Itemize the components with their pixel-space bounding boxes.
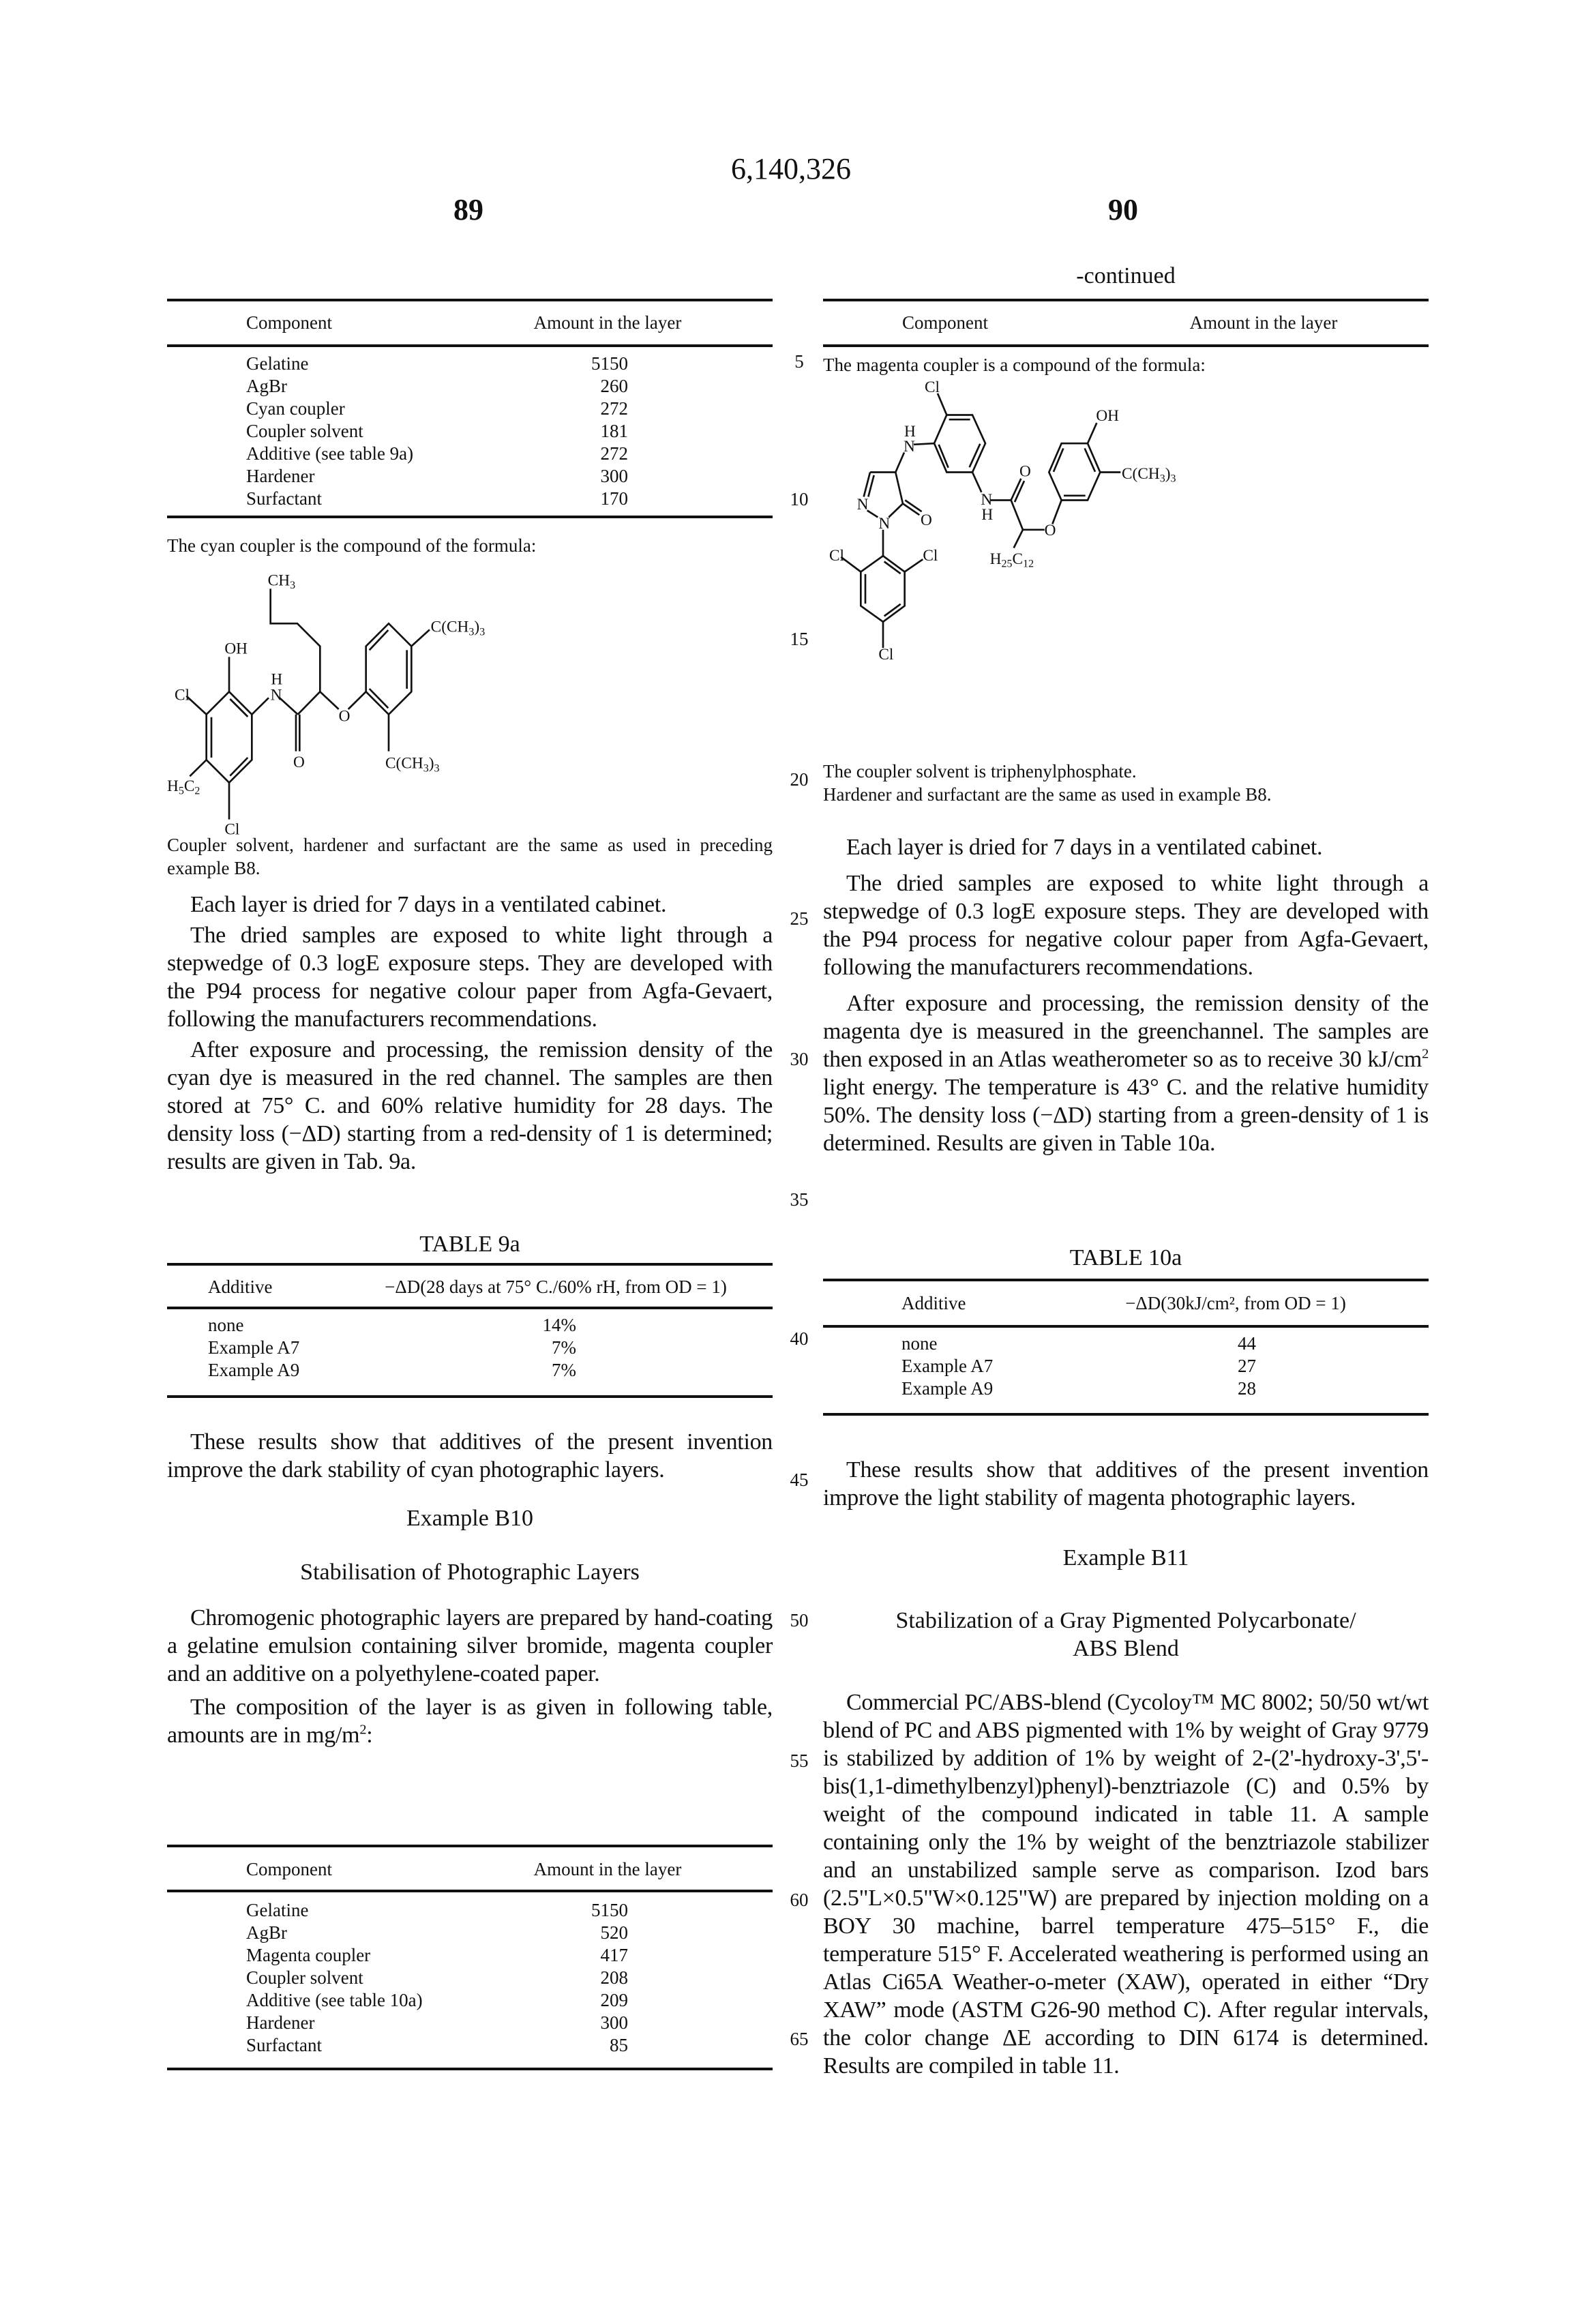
table-rule — [167, 516, 773, 518]
n-label: N — [981, 491, 992, 509]
table-cell-value: 300 — [601, 466, 629, 487]
table-rule — [167, 2068, 773, 2070]
column-header: Amount in the layer — [1190, 312, 1338, 333]
table-rule — [167, 1845, 773, 1847]
table-cell-value: 44 — [1238, 1333, 1256, 1354]
line-number: 60 — [784, 1890, 814, 1911]
line-number: 10 — [784, 489, 814, 510]
coupler-solvent-note: The coupler solvent is triphenylphosphate. — [823, 760, 1429, 783]
line-number: 40 — [784, 1328, 814, 1350]
table-cell-label: Cyan coupler — [246, 398, 345, 419]
ch3-label: CH3 — [268, 571, 295, 591]
table-cell-label: Coupler solvent — [246, 1967, 363, 1988]
column-header: Component — [246, 312, 332, 333]
table-cell-value: 27 — [1238, 1356, 1256, 1377]
continued-label: -continued — [823, 263, 1429, 289]
cyan-coupler-intro: The cyan coupler is the compound of the formula: — [167, 534, 773, 557]
table-cell-value: 272 — [601, 398, 629, 419]
hardener-note: Hardener and surfactant are the same as used in example B8. — [823, 783, 1429, 806]
o-label: O — [1045, 522, 1056, 539]
column-header: Additive — [208, 1277, 273, 1298]
table-cell-value: 14% — [543, 1315, 577, 1336]
line-number: 30 — [784, 1049, 814, 1070]
table-cell-label: Gelatine — [246, 1900, 308, 1921]
table-10a-title: TABLE 10a — [823, 1245, 1429, 1271]
cyan-coupler-structure — [157, 532, 511, 873]
table-rule — [823, 344, 1429, 347]
n-label: N — [878, 515, 890, 533]
magenta-coupler-intro: The magenta coupler is a compound of the formula: — [823, 353, 1429, 376]
column-header: −ΔD(30kJ/cm², from OD = 1) — [1125, 1293, 1346, 1314]
table-rule — [823, 299, 1429, 301]
paragraph: Commercial PC/ABS-blend (Cycoloy™ MC 8002; 50/50 wt/wt blend of PC and ABS pigmented with 1% by weight of Gray 9779 is stabilized by addition of 1% by weight of 2-(2'-hydroxy-3',5'-bis(1,1-dimethylbenzyl)phenyl)-benztriazole (C) and 0.5% by weight of the compound indicated in table 11. A sample containing only the 1% by weight of the benztriazole stabilizer and an unstabilized sample serve as comparison. Izod bars (2.5"L×0.5"W×0.125"W) are prepared by injection molding on a BOY 30 machine, barrel temperature 475–515° F., die temperature 515° F. Accelerated weathering is performed using an Atlas Ci65A Weather-o-meter (XAW), operated in either “Dry XAW” mode (ASTM G26-90 method C). After regular intervals, the color change ΔE according to DIN 6174 is determined. Results are compiled in table 11. — [823, 1688, 1429, 2080]
o-label: O — [1019, 463, 1031, 481]
table-cell-label: Additive (see table 10a) — [246, 1990, 423, 2011]
column-header: Component — [902, 312, 988, 333]
h5c2-label: H5C2 — [167, 777, 200, 797]
o-label: O — [921, 511, 932, 529]
table-cell-value: 85 — [610, 2035, 628, 2056]
paragraph-text: light energy. The temperature is 43° C. and the relative humidity 50%. The density loss (−ΔD) starting from a green-density of 1 is determined. Results are given in Table 10a. — [823, 1075, 1429, 1156]
paragraph: These results show that additives of the present invention improve the dark stability of cyan photographic layers. — [167, 1428, 773, 1484]
cl-label: Cl — [175, 687, 190, 704]
paragraph: The dried samples are exposed to white light through a stepwedge of 0.3 logE exposure steps. They are developed with the P94 process for negative colour paper from Agfa-Gevaert, following the manufacturers recommendations. — [823, 869, 1429, 981]
patent-number: 6,140,326 — [0, 151, 1582, 186]
paragraph: These results show that additives of the present invention improve the light stability of magenta photographic layers. — [823, 1456, 1429, 1512]
tbu-label: C(CH3)3 — [385, 755, 440, 775]
n-label: N — [271, 687, 282, 704]
page-number-left: 89 — [453, 192, 483, 227]
paragraph: After exposure and processing, the remission density of the cyan dye is measured in the red channel. The samples are then stored at 75° C. and 60% relative humidity for 28 days. The density loss (−ΔD) starting from a red-density of 1 is determined; results are given in Tab. 9a. — [167, 1036, 773, 1176]
table-rule — [167, 1263, 773, 1266]
table-cell-label: none — [208, 1315, 243, 1336]
table-cell-value: 7% — [552, 1360, 576, 1381]
column-header: −ΔD(28 days at 75° C./60% rH, from OD = 1) — [385, 1277, 727, 1298]
paragraph-text: The composition of the layer is as given in following table, amounts are in mg/m — [167, 1695, 773, 1748]
cl-label: Cl — [224, 820, 240, 838]
example-b10-heading: Example B10 — [167, 1506, 773, 1532]
line-number: 55 — [784, 1751, 814, 1772]
paragraph-text: : — [366, 1723, 372, 1748]
h-label: H — [904, 423, 916, 441]
table-cell-label: Additive (see table 9a) — [246, 443, 413, 464]
paragraph: Each layer is dried for 7 days in a ventilated cabinet. — [823, 833, 1429, 861]
line-number: 20 — [784, 769, 814, 790]
column-header: Amount in the layer — [534, 1859, 682, 1880]
table-cell-label: Example A7 — [208, 1337, 299, 1358]
h-label: H — [271, 670, 282, 688]
table-rule — [167, 1307, 773, 1309]
h25c12-label: H25C12 — [990, 550, 1034, 570]
cl-label: Cl — [923, 547, 938, 565]
line-number: 15 — [784, 629, 814, 650]
oh-label: OH — [224, 640, 248, 657]
table-cell-value: 260 — [601, 376, 629, 397]
paragraph-text: After exposure and processing, the remission density of the magenta dye is measured in the greenchannel. The samples are then exposed in an Atlas weatherometer so as to receive 30 kJ/cm — [823, 991, 1429, 1072]
table-rule — [167, 299, 773, 301]
table-cell-label: Example A9 — [208, 1360, 299, 1381]
table-cell-label: Magenta coupler — [246, 1945, 370, 1966]
paragraph: Each layer is dried for 7 days in a ventilated cabinet. — [167, 891, 773, 919]
superscript: 2 — [1422, 1047, 1429, 1062]
o-label: O — [339, 707, 350, 725]
table-rule — [823, 1325, 1429, 1328]
table-rule — [167, 1395, 773, 1398]
n-label: N — [857, 496, 869, 513]
table-cell-value: 7% — [552, 1337, 576, 1358]
table-cell-label: AgBr — [246, 1922, 287, 1943]
table-cell-label: AgBr — [246, 376, 287, 397]
page-number-right: 90 — [1108, 192, 1138, 227]
cyan-coupler-note: Coupler solvent, hardener and surfactant are the same as used in preceding example B8. — [167, 833, 773, 880]
table-cell-label: Surfactant — [246, 2035, 322, 2056]
superscript: 2 — [359, 1723, 366, 1738]
table-cell-value: 209 — [601, 1990, 629, 2011]
line-number: 45 — [784, 1470, 814, 1491]
paragraph — [823, 989, 1429, 1157]
table-rule — [823, 1279, 1429, 1281]
line-number: 65 — [784, 2029, 814, 2050]
cl-label: Cl — [878, 646, 894, 664]
table-rule — [167, 1890, 773, 1892]
b11-subtitle: Stabilization of a Gray Pigmented Polycarbonate/ — [823, 1608, 1429, 1634]
line-number: 5 — [784, 351, 814, 372]
table-cell-value: 170 — [601, 488, 629, 509]
table-cell-value: 5150 — [591, 1900, 628, 1921]
o-label: O — [293, 754, 305, 771]
line-number: 25 — [784, 908, 814, 929]
b10-subtitle: Stabilisation of Photographic Layers — [167, 1560, 773, 1585]
paragraph — [167, 1693, 773, 1749]
table-cell-value: 417 — [601, 1945, 629, 1966]
table-cell-label: Coupler solvent — [246, 421, 363, 442]
cl-label: Cl — [829, 547, 845, 565]
table-cell-label: Hardener — [246, 466, 314, 487]
table-cell-value: 272 — [601, 443, 629, 464]
paragraph: The dried samples are exposed to white light through a stepwedge of 0.3 logE exposure steps. They are developed with the P94 process for negative colour paper from Agfa-Gevaert, following the manufacturers recommendations. — [167, 921, 773, 1033]
h-label: H — [981, 506, 993, 524]
table-cell-label: Example A9 — [901, 1378, 993, 1399]
magenta-coupler-structure — [818, 355, 1173, 673]
table-cell-value: 5150 — [591, 353, 628, 374]
column-header: Amount in the layer — [534, 312, 682, 333]
oh-label: OH — [1096, 407, 1119, 425]
n-label: N — [904, 438, 915, 456]
table-cell-label: Surfactant — [246, 488, 322, 509]
tbu-label: C(CH3)3 — [1122, 465, 1176, 485]
table-rule — [823, 1413, 1429, 1416]
column-header: Component — [246, 1859, 332, 1880]
table-cell-value: 520 — [601, 1922, 629, 1943]
line-number: 50 — [784, 1610, 814, 1631]
b11-subtitle: ABS Blend — [823, 1636, 1429, 1662]
table-cell-value: 28 — [1238, 1378, 1256, 1399]
column-header: Additive — [901, 1293, 966, 1314]
paragraph: Chromogenic photographic layers are prepared by hand-coating a gelatine emulsion containing silver bromide, magenta coupler and an additive on a polyethylene-coated paper. — [167, 1604, 773, 1688]
table-cell-value: 208 — [601, 1967, 629, 1988]
table-cell-label: Gelatine — [246, 353, 308, 374]
line-number: 35 — [784, 1189, 814, 1210]
table-cell-label: Example A7 — [901, 1356, 993, 1377]
table-cell-label: none — [901, 1333, 937, 1354]
example-b11-heading: Example B11 — [823, 1545, 1429, 1571]
table-cell-value: 300 — [601, 2012, 629, 2034]
tbu-label: C(CH3)3 — [431, 619, 486, 638]
cl-label: Cl — [925, 378, 940, 396]
table-rule — [167, 344, 773, 347]
table-9a-title: TABLE 9a — [167, 1232, 773, 1257]
table-cell-label: Hardener — [246, 2012, 314, 2034]
table-cell-value: 181 — [601, 421, 629, 442]
